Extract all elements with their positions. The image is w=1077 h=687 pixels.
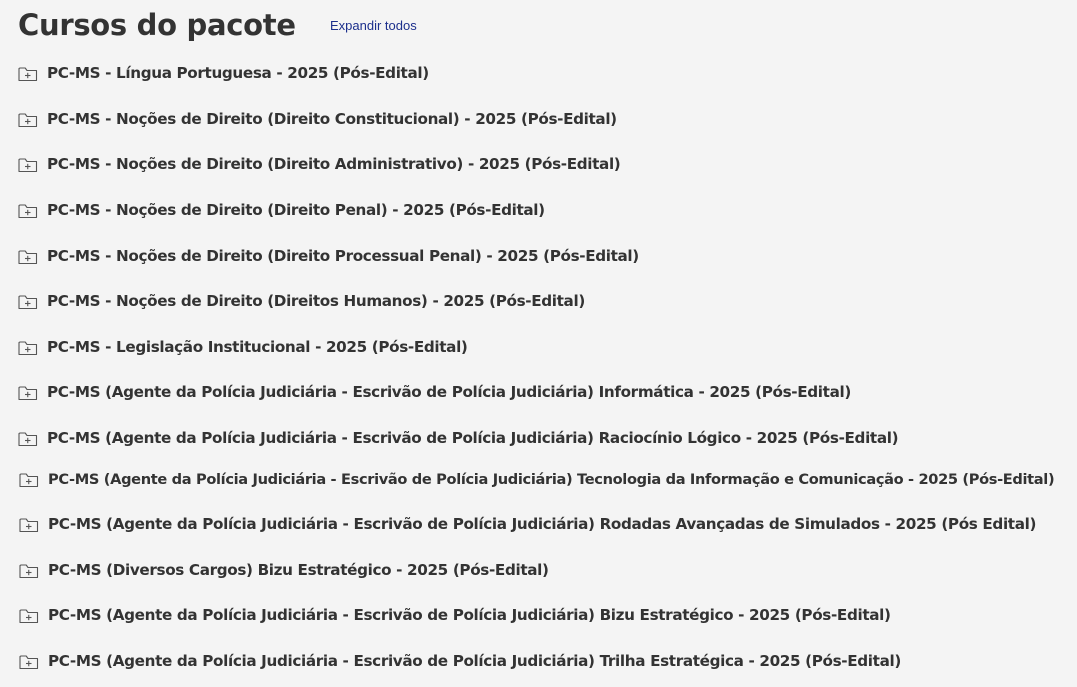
- folder-plus-icon[interactable]: [18, 339, 38, 356]
- folder-plus-icon[interactable]: [19, 471, 39, 488]
- course-item-label: PC-MS - Noções de Direito (Direito Penal) - 2025 (Pós-Edital): [47, 201, 545, 219]
- folder-plus-icon[interactable]: [18, 293, 38, 310]
- folder-plus-icon[interactable]: [18, 65, 38, 82]
- folder-plus-icon[interactable]: [18, 430, 38, 447]
- course-item[interactable]: [18, 288, 585, 314]
- course-item-label: PC-MS (Agente da Polícia Judiciária - Escrivão de Polícia Judiciária) Tecnologia da Informação e Comunicação - 2025 (Pós-Edital): [48, 470, 1055, 488]
- folder-plus-icon[interactable]: [18, 248, 38, 265]
- course-item-label: PC-MS (Diversos Cargos) Bizu Estratégico - 2025 (Pós-Edital): [48, 561, 549, 579]
- folder-plus-icon[interactable]: [18, 202, 38, 219]
- course-item[interactable]: [19, 466, 1054, 492]
- course-item-label: PC-MS - Noções de Direito (Direito Processual Penal) - 2025 (Pós-Edital): [47, 247, 639, 265]
- course-item-label: PC-MS (Agente da Polícia Judiciária - Escrivão de Polícia Judiciária) Trilha Estratégica - 2025 (Pós-Edital): [48, 652, 901, 670]
- course-item-label: PC-MS - Noções de Direito (Direitos Humanos) - 2025 (Pós-Edital): [47, 292, 585, 310]
- course-item-label: PC-MS - Noções de Direito (Direito Constitucional) - 2025 (Pós-Edital): [47, 110, 617, 128]
- course-item-label: PC-MS - Noções de Direito (Direito Administrativo) - 2025 (Pós-Edital): [47, 155, 621, 173]
- course-item[interactable]: [18, 60, 429, 86]
- course-item[interactable]: [18, 151, 620, 177]
- course-item-label: PC-MS - Legislação Institucional - 2025 (Pós-Edital): [47, 338, 468, 356]
- folder-plus-icon[interactable]: [19, 562, 39, 579]
- expand-all-link[interactable]: Expandir todos: [330, 18, 417, 33]
- course-item[interactable]: [19, 511, 1036, 537]
- folder-plus-icon[interactable]: [19, 607, 39, 624]
- course-item[interactable]: [19, 602, 891, 628]
- course-item[interactable]: [18, 334, 468, 360]
- course-item-label: PC-MS (Agente da Polícia Judiciária - Escrivão de Polícia Judiciária) Bizu Estratégico - 2025 (Pós-Edital): [48, 606, 891, 624]
- course-item-label: PC-MS - Língua Portuguesa - 2025 (Pós-Edital): [47, 64, 429, 82]
- folder-plus-icon[interactable]: [19, 516, 39, 533]
- page-header: [18, 3, 296, 47]
- folder-plus-icon[interactable]: [18, 384, 38, 401]
- course-item[interactable]: [19, 648, 901, 674]
- course-item[interactable]: [18, 243, 639, 269]
- course-item[interactable]: [18, 106, 617, 132]
- course-item[interactable]: [18, 379, 851, 405]
- folder-plus-icon[interactable]: [18, 156, 38, 173]
- course-item-label: PC-MS (Agente da Polícia Judiciária - Escrivão de Polícia Judiciária) Rodadas Avançadas de Simulados - 2025 (Pós Edital): [48, 515, 1037, 533]
- course-item[interactable]: [19, 557, 549, 583]
- page-title: Cursos do pacote: [18, 8, 296, 42]
- course-item-label: PC-MS (Agente da Polícia Judiciária - Escrivão de Polícia Judiciária) Informática - 2025 (Pós-Edital): [47, 383, 851, 401]
- course-item[interactable]: [18, 425, 898, 451]
- folder-plus-icon[interactable]: [18, 111, 38, 128]
- course-item-label: PC-MS (Agente da Polícia Judiciária - Escrivão de Polícia Judiciária) Raciocínio Lógico - 2025 (Pós-Edital): [47, 429, 899, 447]
- folder-plus-icon[interactable]: [19, 653, 39, 670]
- course-item[interactable]: [18, 197, 545, 223]
